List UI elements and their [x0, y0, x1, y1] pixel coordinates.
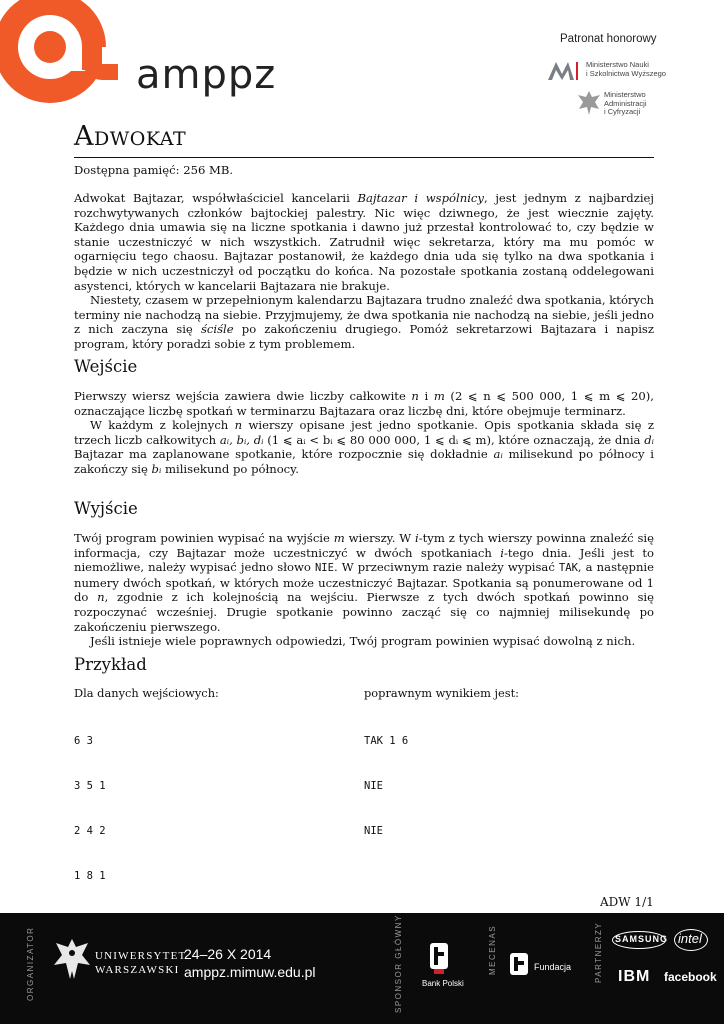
problem-title: Adwokat: [74, 121, 187, 152]
pko-bank-logo-icon: [428, 941, 450, 975]
example-input-line: 2 4 2: [74, 825, 106, 837]
ministry-admin-name: Ministerstwo Administracji i Cyfryzacji: [604, 90, 647, 116]
eagle-emblem-icon: [576, 89, 602, 117]
facebook-logo: facebook: [664, 970, 717, 984]
output-description: [74, 531, 654, 649]
ministry-science-name: Ministerstwo Nauki i Szkolnictwa Wyższego: [586, 60, 666, 78]
event-url[interactable]: amppz.mimuw.edu.pl: [184, 964, 316, 980]
organizer-label: ORGANIZATOR: [26, 926, 35, 1001]
example-output-line: TAK 1 6: [364, 735, 409, 747]
example-output-label: poprawnym wynikiem jest:: [364, 686, 520, 700]
input-paragraph-1: Pierwszy wiersz wejścia zawiera dwie liczby całkowite n i m (2 ⩽ n ⩽ 500 000, 1 ⩽ m ⩽ 20), oznaczające liczbę spotkań w terminarzu Bajtazara oraz liczbę dni, które obejmuje terminarz.: [74, 389, 654, 418]
event-dates: 24–26 X 2014: [184, 946, 272, 962]
pko-foundation-logo-icon: [508, 951, 530, 979]
ministry-science-logo-icon: [548, 60, 582, 82]
example-output-line: NIE: [364, 825, 383, 837]
patron-label: MECENAS: [488, 924, 497, 975]
patronage-title: Patronat honorowy: [560, 33, 657, 45]
footer: [0, 913, 724, 1024]
main-sponsor-label: SPONSOR GŁÓWNY: [394, 914, 403, 1013]
intel-logo: intel: [678, 931, 702, 946]
example-input-line: 3 5 1: [74, 780, 106, 792]
input-paragraph-2: W każdym z kolejnych n wierszy opisane jest jedno spotkanie. Opis spotkania składa się z trzech liczb całkowitych aᵢ, bᵢ, dᵢ (1 ⩽ aᵢ < bᵢ ⩽ 80 000 000, 1 ⩽ dᵢ ⩽ m), które oznaczają, że dnia dᵢ Bajtazar ma zaplanowane spotkanie, które rozpocznie się dokładnie aᵢ milisekund po północy i zakończy się bᵢ milisekund po północy.: [74, 418, 655, 476]
ibm-logo: IBM: [618, 968, 651, 985]
partners-label: PARTNERZY: [594, 921, 603, 983]
example-output-block: [364, 704, 408, 854]
input-heading: Wejście: [74, 357, 138, 376]
title-divider: [74, 157, 654, 158]
example-output-line: NIE: [364, 780, 383, 792]
samsung-logo: SAMSUNG: [615, 934, 669, 944]
example-input-label: Dla danych wejściowych:: [74, 686, 219, 700]
university-eagle-icon: [52, 935, 92, 985]
statement-paragraph-2: Niestety, czasem w przepełnionym kalendarzu Bajtazara trudno znaleźć dwa spotkania, których terminy nie nachodzą na siebie. Przyjmujemy, że dwa spotkania nie nachodzą na siebie, jeśli jedno z nich zaczyna się ściśle po zakończeniu drugiego. Pomóż sekretarzowi Bajtazara i napisz program, który poradzi sobie z tym problemem.: [74, 293, 654, 351]
output-heading: Wyjście: [74, 499, 138, 518]
output-paragraph-1: Twój program powinien wypisać na wyjście m wierszy. W i-tym z tych wierszy powinna znaleźć się informacja, czy Bajtazar może uczestniczyć w dwóch spotkaniach i-tego dnia. Jeśli jest to niemożliwe, należy wypisać jedno słowo NIE. W przeciwnym razie należy wypisać TAK, a następnie numery dwóch spotkań, w których może uczestniczyć Bajtazar. Spotkania są ponumerowane od 1 do n, zgodnie z ich kolejnością na wejściu. Pierwsze z tych dwóch spotkań powinno się rozpoczynać wcześniej. Drugie spotkanie powinno zacząć się co najmniej milisekundę po zakończeniu pierwszego.: [74, 531, 655, 634]
input-description: [74, 389, 654, 477]
page-number: ADW 1/1: [600, 895, 654, 909]
example-heading: Przykład: [74, 655, 147, 674]
foundation-name: Fundacja: [534, 962, 572, 972]
bank-name: Bank Polski: [422, 979, 464, 988]
example-input-line: 6 3: [74, 735, 93, 747]
amppz-logo-icon: [0, 0, 130, 125]
statement: [74, 191, 654, 352]
university-name: UNIWERSYTET WARSZAWSKI: [95, 950, 187, 976]
statement-paragraph-1: Adwokat Bajtazar, współwłaściciel kancelarii Bajtazar i wspólnicy, jest jednym z najbardziej rozchwytywanych członków bajtockiej palestry. Nic więc dziwnego, że jest wiecznie zajęty. Każdego dnia umawia się na liczne spotkania i dawno już przestał kontrolować to, czy będzie w stanie uczestniczyć w nich wszystkich. Zatrudnił więc sekretarza, który ma mu pomóc w ogarnięciu tego chaosu. Bajtazar postanowił, że każdego dnia uda się tylko na dwa spotkania i będzie w nich uczestniczył od początku do końca. Na pozostałe spotkania zostaną oddelegowani asystenci, których w kancelarii Bajtazara nie brakuje.: [74, 191, 654, 293]
output-paragraph-2: Jeśli istnieje wiele poprawnych odpowiedzi, Twój program powinien wypisać dowolną z nich.: [90, 634, 636, 649]
example-input-line: 1 8 1: [74, 870, 106, 882]
brand-name: amppz: [136, 52, 277, 98]
memory-limit: Dostępna pamięć: 256 MB.: [74, 163, 234, 177]
